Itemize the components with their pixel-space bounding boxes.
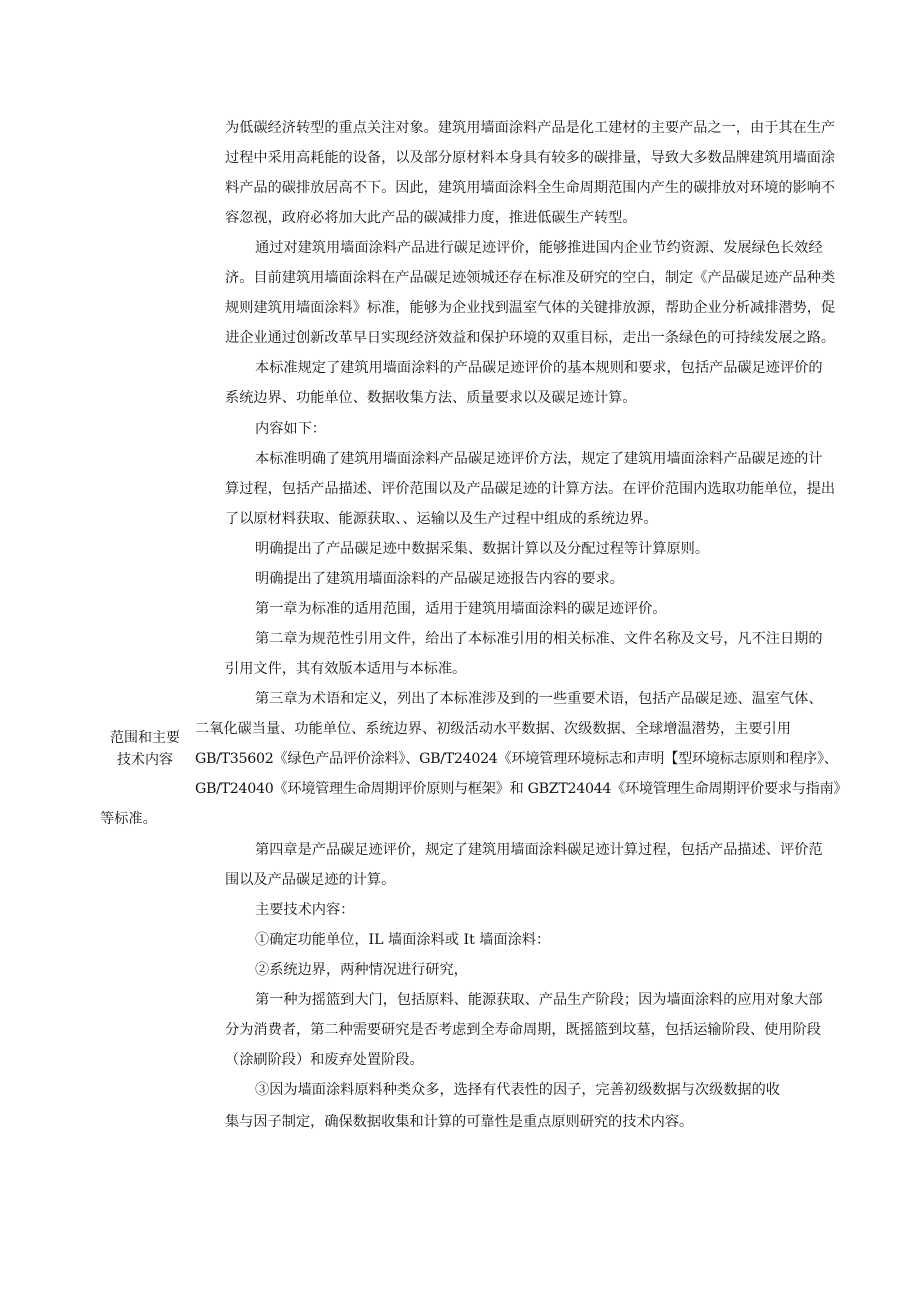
text-line-23: GB/T24040《环境管理生命周期评价原则与框架》和 GBZT24044《环境管理生命周期评价要求与指南》 <box>195 781 848 797</box>
text-line-17: 第一章为标准的适用范围，适用于建筑用墙面涂料的碳足迹评价。 <box>255 601 667 617</box>
text-line-8: 进企业通过创新改革早日实现经济效益和保护环境的双重目标，走出一条绿色的可持续发展之路。 <box>225 330 836 346</box>
text-line-34: 集与因子制定，确保数据收集和计算的可靠性是重点原则研究的技术内容。 <box>225 1114 694 1130</box>
text-line-25: 第四章是产品碳足迹评价，规定了建筑用墙面涂料碳足迹计算过程，包括产品描述、评价范 <box>255 842 823 858</box>
text-line-10: 系统边界、功能单位、数据收集方法、质量要求以及碳足迹计算。 <box>225 390 637 406</box>
text-line-12: 本标准明确了建筑用墙面涂料产品碳足迹评价方法，规定了建筑用墙面涂料产品碳足迹的计 <box>255 451 823 467</box>
text-line-26: 围以及产品碳足迹的计算。 <box>225 872 396 888</box>
text-line-30: 第一种为摇篮到大门，包括原料、能源获取、产品生产阶段；因为墙面涂料的应用对象大部 <box>255 992 823 1008</box>
text-line-31: 分为消费者，第二种需要研究是否考虑到全寿命周期，既摇篮到坟墓，包括运输阶段、使用阶段 <box>225 1022 821 1038</box>
text-line-14: 了以原材料获取、能源获取、、运输以及生产过程中组成的系统边界。 <box>225 511 658 527</box>
text-line-4: 容忽视，政府必将加大此产品的碳减排力度，推进低碳生产转型。 <box>225 210 637 226</box>
text-line-11: 内容如下： <box>255 421 326 437</box>
text-line-16: 明确提出了建筑用墙面涂料的产品碳足迹报告内容的要求。 <box>255 571 624 587</box>
text-line-6: 济。目前建筑用墙面涂料在产品碳足迹领城还存在标准及研究的空白，制定《产品碳足迹产品种类 <box>225 270 836 286</box>
text-line-3: 料产品的碳排放居高不下。因此，建筑用墙面涂料全生命周期范围内产生的碳排放对环境的影响不 <box>225 180 836 196</box>
text-line-19: 引用文件，其有效版本适用与本标准。 <box>225 661 467 677</box>
text-line-15: 明确提出了产品碳足迹中数据采集、数据计算以及分配过程等计算原则。 <box>255 541 710 557</box>
text-line-20: 第三章为术语和定义，列出了本标准涉及到的一些重要术语，包括产品碳足迹、温室气体、 <box>255 691 823 707</box>
text-line-13: 算过程，包括产品描述、评价范围以及产品碳足迹的计算方法。在评价范围内选取功能单位，提出 <box>225 481 836 497</box>
text-line-9: 本标准规定了建筑用墙面涂料的产品碳足迹评价的基本规则和要求，包括产品碳足迹评价的 <box>255 360 823 376</box>
text-line-33: ③因为墙面涂料原料种类众多，选择有代表性的因子，完善初级数据与次级数据的收 <box>255 1082 780 1098</box>
text-line-1: 为低碳经济转型的重点关注对象。建筑用墙面涂料产品是化工建材的主要产品之一，由于其在生产 <box>225 120 836 136</box>
side-label-line-2: 技术内容 <box>117 752 173 768</box>
text-line-27: 主要技术内容： <box>255 902 355 918</box>
text-line-5: 通过对建筑用墙面涂料产品进行碳足迹评价，能够推进国内企业节约资源、发展绿色长效经 <box>255 240 823 256</box>
text-line-2: 过程中采用高耗能的设备，以及部分原材料本身具有较多的碳排量，导致大多数品牌建筑用墙面涂 <box>225 150 836 166</box>
text-line-22: GB/T35602《绿色产品评价涂料》、GB/T24024《环境管理环境标志和声明【型环境标志原则和程序》、 <box>195 751 838 767</box>
text-line-29: ②系统边界，两种情况进行研究， <box>255 962 468 978</box>
text-line-32: （涂刷阶段）和废弃处置阶段。 <box>225 1052 424 1068</box>
text-line-18: 第二章为规范性引用文件，给出了本标准引用的相关标准、文件名称及文号，凡不注日期的 <box>255 631 823 647</box>
text-line-21: 二氧化碳当量、功能单位、系统边界、初级活动水平数据、次级数据、全球增温潜势，主要引用 <box>195 721 791 737</box>
text-line-7: 规则建筑用墙面涂料》标准，能够为企业找到温室气体的关键排放源，帮助企业分析减排潜势，促 <box>225 300 836 316</box>
side-label-line-1: 范围和主要 <box>110 730 180 746</box>
text-line-28: ①确定功能单位，IL 墙面涂料或 It 墙面涂料： <box>255 932 551 948</box>
text-line-24: 等标准。 <box>100 811 157 827</box>
